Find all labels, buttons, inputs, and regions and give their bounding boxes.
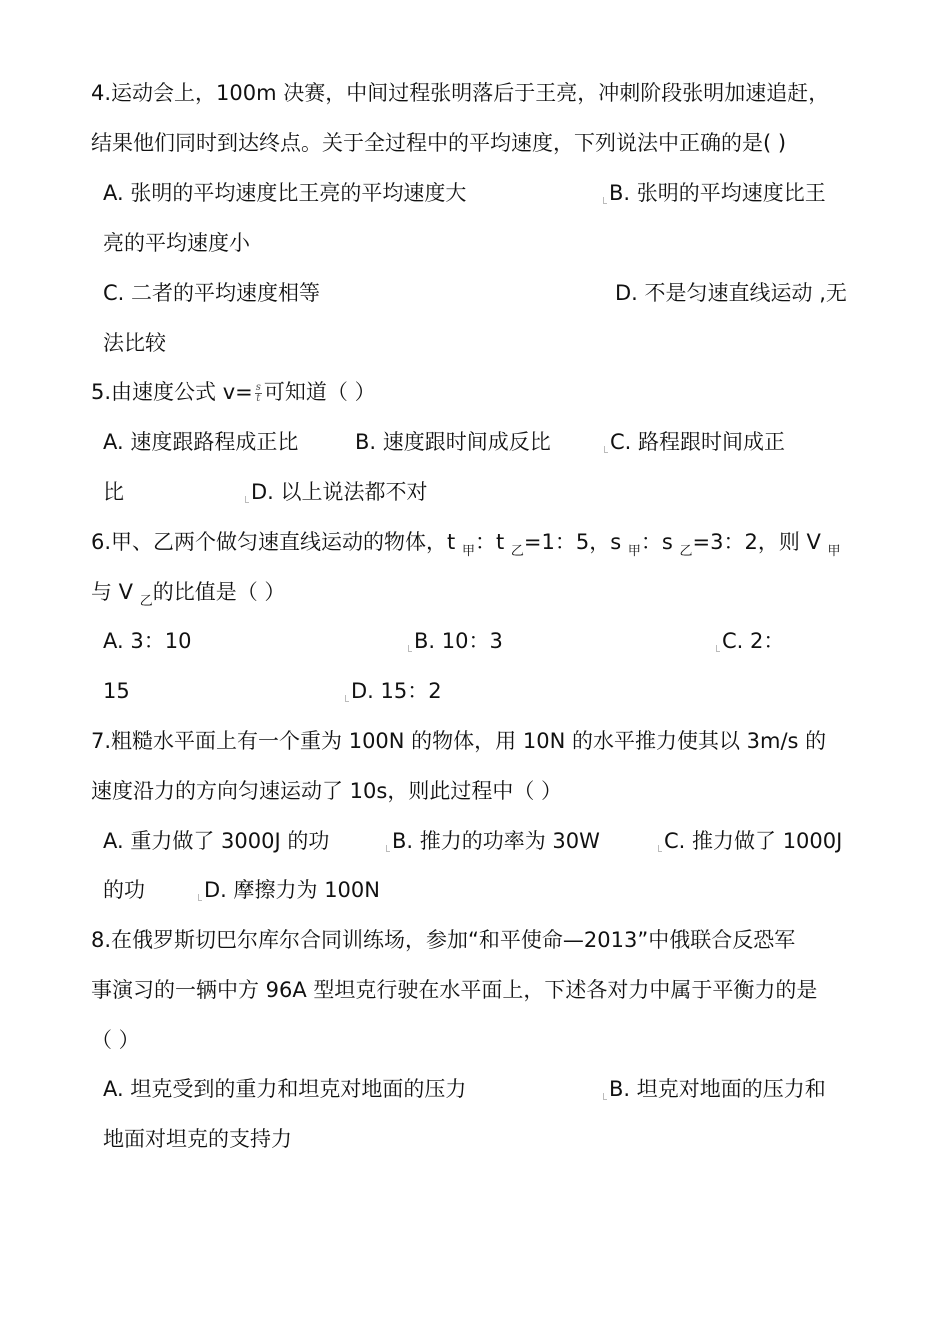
- q6-l2-text-1: 与 V: [91, 580, 140, 604]
- q7-option-b: [386, 826, 600, 856]
- q6-option-b-text: B. 10：3: [414, 629, 503, 653]
- q7-option-c-text: C. 推力做了 1000J: [664, 829, 843, 853]
- q4-stem-line2: 结果他们同时到达终点。关于全过程中的平均速度，下列说法中正确的是( ): [91, 131, 787, 155]
- fraction-denominator: t: [256, 392, 261, 404]
- q7-option-a: A. 重力做了 3000J 的功: [103, 829, 330, 853]
- q4-option-a: A. 张明的平均速度比王亮的平均速度大: [103, 181, 467, 205]
- q6-option-c-text: C. 2：: [722, 629, 785, 653]
- q7-option-d-text: D. 摩擦力为 100N: [204, 878, 380, 902]
- velocity-formula-fraction: [255, 383, 262, 404]
- q6-sub-5: 甲: [827, 544, 841, 559]
- q7-option-c: [658, 826, 842, 856]
- q8-option-b-cont: 地面对坦克的支持力: [103, 1127, 292, 1151]
- q4-option-d-cont: 法比较: [103, 331, 166, 355]
- q4-option-d: D. 不是匀速直线运动 ,无: [615, 281, 847, 305]
- q4-option-c: C. 二者的平均速度相等: [103, 281, 321, 305]
- q8-option-b-text: B. 坦克对地面的压力和: [609, 1077, 826, 1101]
- q6-text-5: =3：2，则 V: [692, 530, 828, 554]
- q6-sub-1: 甲: [461, 544, 475, 559]
- q7-option-b-text: B. 推力的功率为 30W: [392, 829, 600, 853]
- anchor-mark: [345, 695, 349, 702]
- q5-option-c: [604, 427, 785, 457]
- q6-option-d-text: D. 15：2: [351, 679, 442, 703]
- q7-stem-line2: 速度沿力的方向匀速运动了 10s，则此过程中（ ）: [91, 779, 563, 803]
- q7-option-c-cont: 的功: [103, 878, 145, 902]
- q4-stem-line1: 4.运动会上，100m 决赛，中间过程张明落后于王亮，冲刺阶段张明加速追赶，: [91, 81, 830, 105]
- anchor-mark: [604, 446, 608, 453]
- q6-option-d: [345, 676, 442, 706]
- anchor-mark: [658, 845, 662, 852]
- q4-option-b-text: B. 张明的平均速度比王: [609, 181, 826, 205]
- q6-option-b: [408, 626, 503, 656]
- q6-stem-line2: [91, 577, 285, 607]
- q4-option-b-cont: 亮的平均速度小: [103, 231, 250, 255]
- q5-option-d: [245, 477, 428, 507]
- q6-option-c: [716, 626, 784, 656]
- anchor-mark: [198, 894, 202, 901]
- q6-option-a: A. 3：10: [103, 629, 192, 653]
- q6-stem-line1: [91, 527, 841, 557]
- q4-option-b: [603, 178, 826, 208]
- q7-stem-line1: 7.粗糙水平面上有一个重为 100N 的物体，用 10N 的水平推力使其以 3m/s 的: [91, 729, 827, 753]
- q6-l2-text-2: 的比值是（ ）: [152, 580, 286, 604]
- q5-stem-prefix: 5.由速度公式 v=: [91, 380, 253, 404]
- q5-option-a: A. 速度跟路程成正比: [103, 430, 299, 454]
- q6-option-c-cont: 15: [103, 679, 130, 703]
- q8-stem-line3: （ ）: [91, 1028, 140, 1052]
- q6-text-2: ：t: [474, 530, 511, 554]
- q8-stem-line2: 事演习的一辆中方 96A 型坦克行驶在水平面上，下述各对力中属于平衡力的是: [91, 978, 818, 1002]
- q5-option-d-text: D. 以上说法都不对: [251, 480, 428, 504]
- anchor-mark: [603, 197, 607, 204]
- q6-sub-3: 甲: [627, 544, 641, 559]
- q7-option-d: [198, 875, 380, 905]
- q8-stem-line1: 8.在俄罗斯切巴尔库尔合同训练场，参加“和平使命—2013”中俄联合反恐军: [91, 928, 796, 952]
- q5-option-b: B. 速度跟时间成反比: [355, 430, 551, 454]
- q5-stem-suffix: 可知道（ ）: [263, 380, 376, 404]
- q6-text-3: =1：5，s: [523, 530, 628, 554]
- q5-stem: [91, 377, 376, 407]
- anchor-mark: [386, 845, 390, 852]
- q6-text-4: ：s: [640, 530, 680, 554]
- q5-option-c-text: C. 路程跟时间成正: [610, 430, 786, 454]
- anchor-mark: [716, 645, 720, 652]
- q8-option-a: A. 坦克受到的重力和坦克对地面的压力: [103, 1077, 467, 1101]
- anchor-mark: [603, 1093, 607, 1100]
- anchor-mark: [408, 645, 412, 652]
- q8-option-b: [603, 1074, 826, 1104]
- q6-sub-2: 乙: [510, 544, 524, 559]
- q6-text-1: 6.甲、乙两个做匀速直线运动的物体，t: [91, 530, 462, 554]
- q5-option-c-cont: 比: [103, 480, 124, 504]
- anchor-mark: [245, 496, 249, 503]
- fraction-numerator: s: [255, 381, 261, 393]
- q6-sub-4: 乙: [679, 544, 693, 559]
- q6-l2-sub: 乙: [139, 594, 153, 609]
